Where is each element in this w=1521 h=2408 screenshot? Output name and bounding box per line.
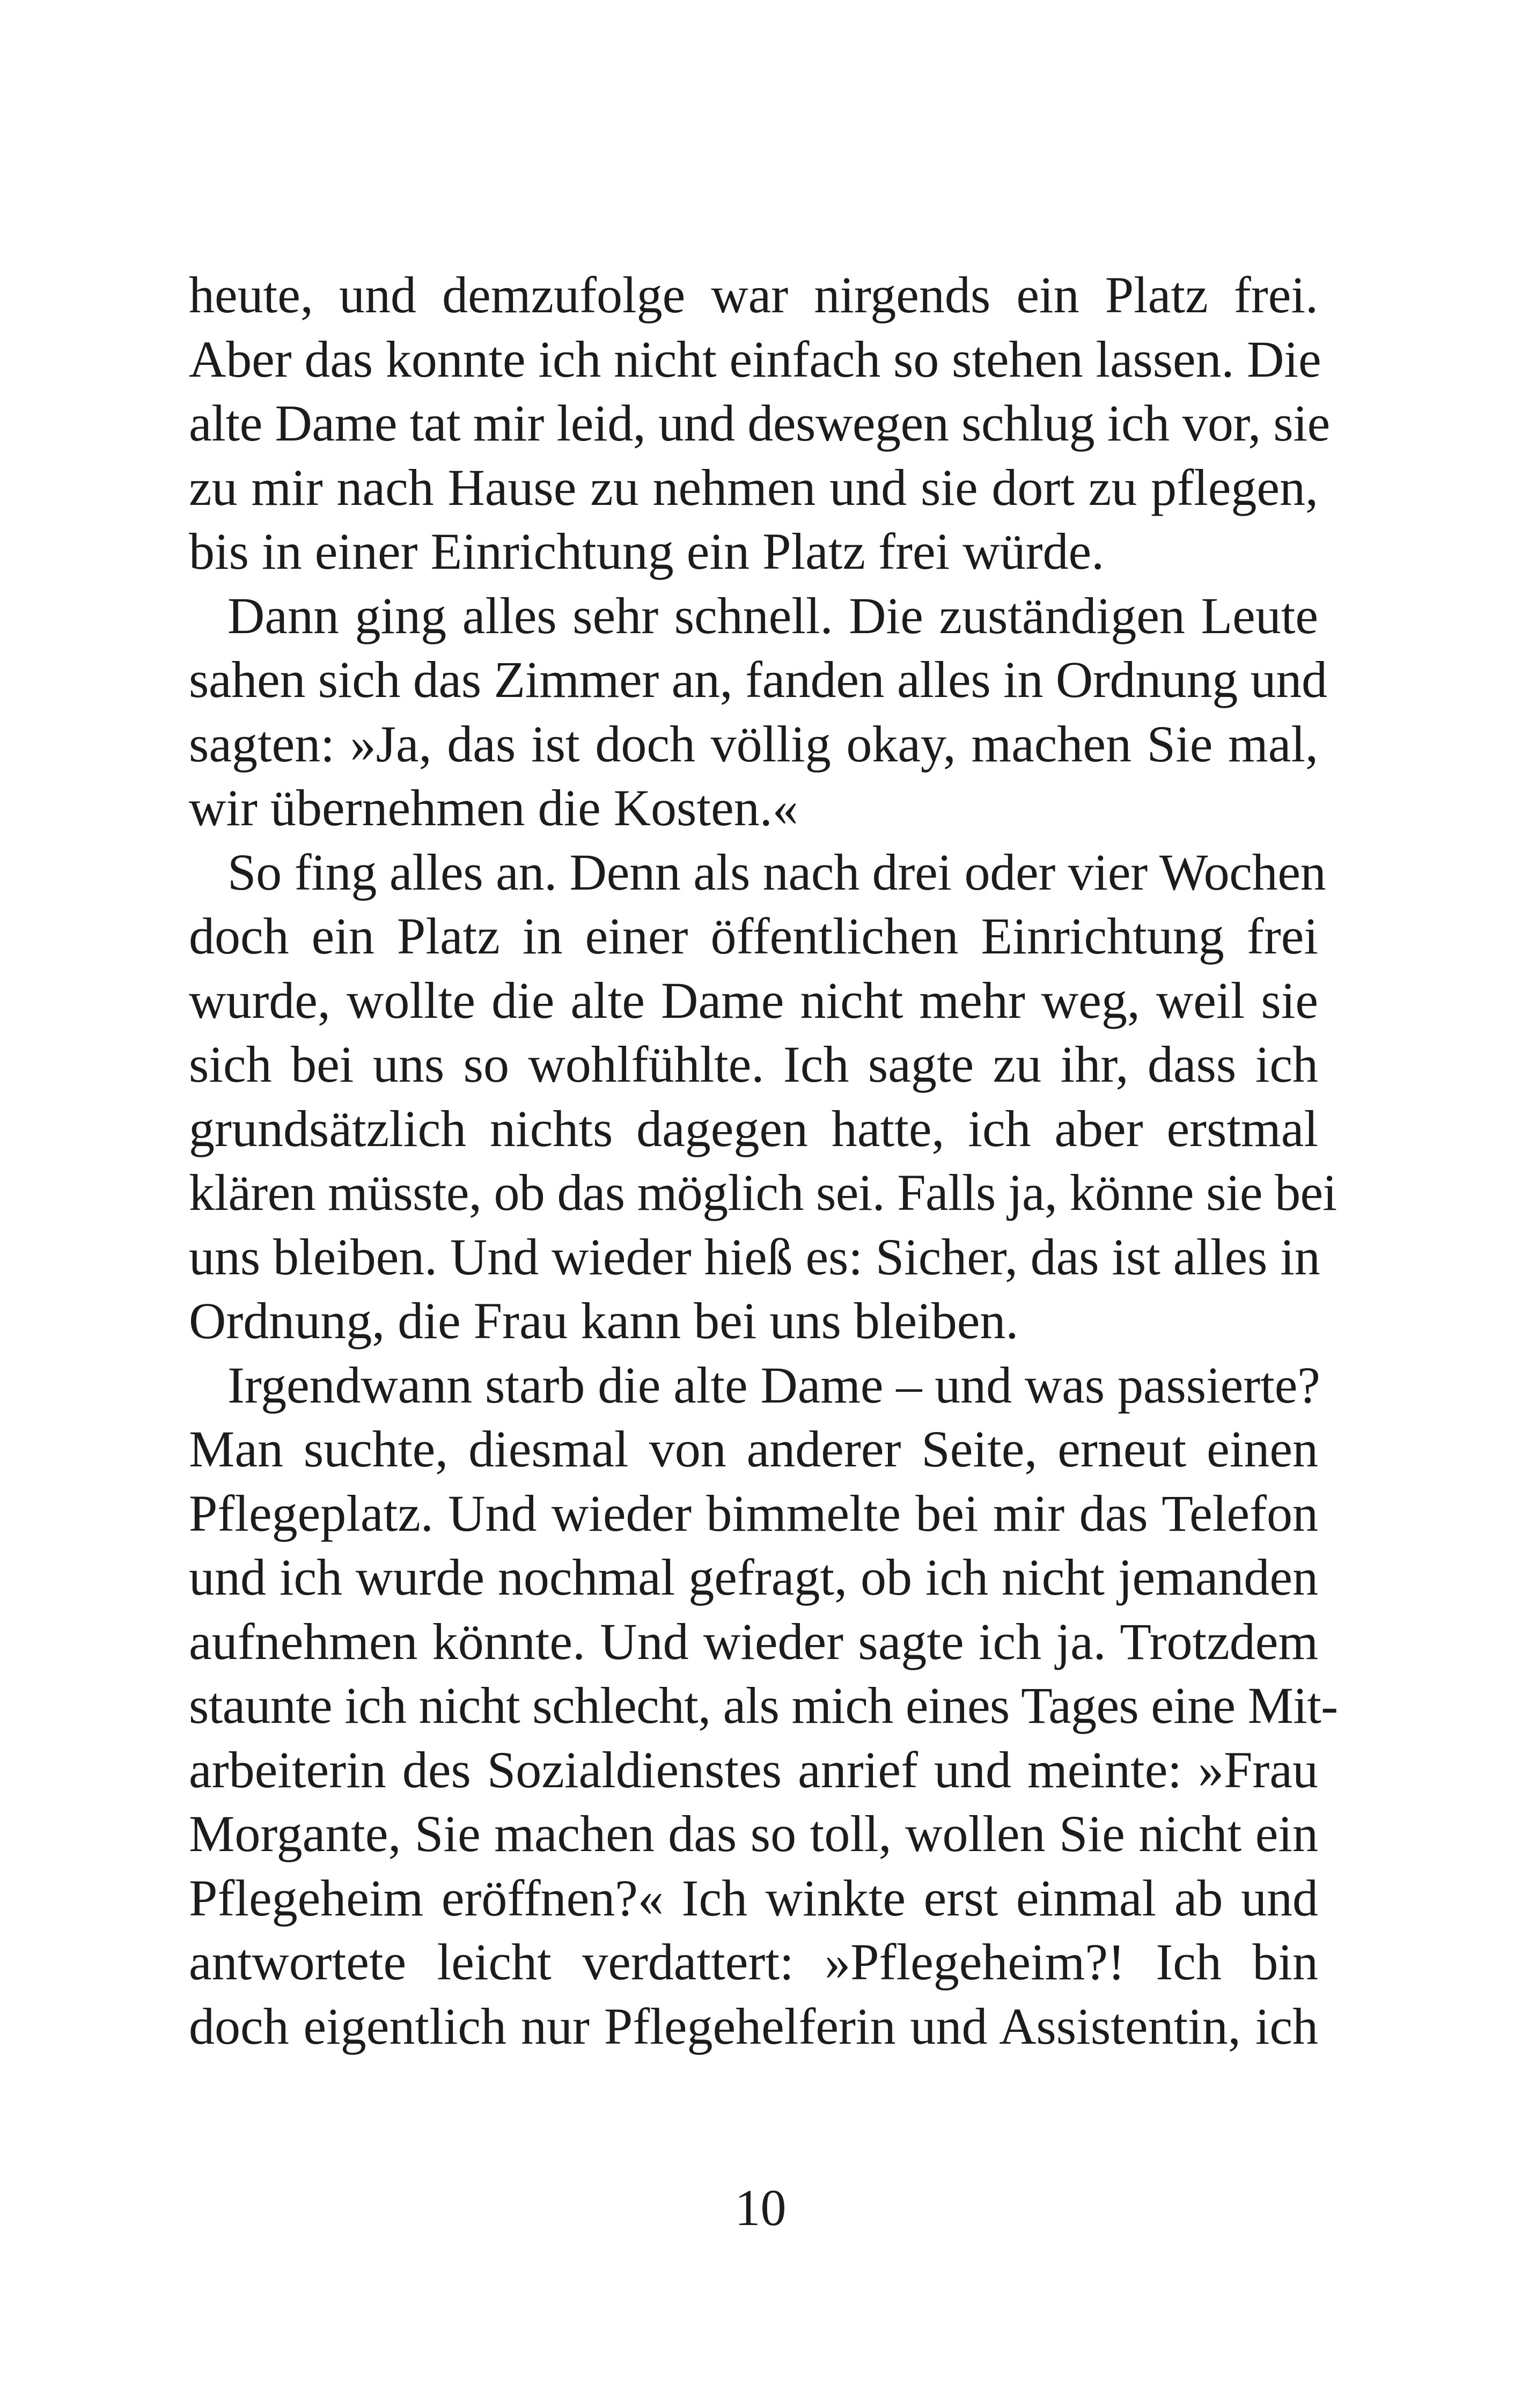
- paragraph: [189, 1353, 1338, 2059]
- text-line: Man suchte, diesmal von anderer Seite, erneut einen: [189, 1420, 1318, 1478]
- text-line: alte Dame tat mir leid, und deswegen schlug ich vor, sie: [189, 394, 1330, 452]
- text-line: bis in einer Einrichtung ein Platz frei würde.: [189, 523, 1105, 580]
- text-line: Pflegeheim eröffnen?« Ich winkte erst einmal ab und: [189, 1869, 1318, 1927]
- text-line: klären müsste, ob das möglich sei. Falls ja, könne sie bei: [189, 1164, 1337, 1221]
- text-line: Morgante, Sie machen das so toll, wollen Sie nicht ein: [189, 1805, 1318, 1862]
- text-line: Ordnung, die Frau kann bei uns bleiben.: [189, 1292, 1019, 1349]
- text-line: zu mir nach Hause zu nehmen und sie dort zu pflegen,: [189, 458, 1318, 516]
- page-number: 10: [734, 2179, 787, 2236]
- text-line: arbeiterin des Sozialdienstes anrief und meinte: »Frau: [189, 1741, 1318, 1798]
- text-line: antwortete leicht verdattert: »Pflegeheim?! Ich bin: [189, 1933, 1318, 1991]
- text-line: sagten: »Ja, das ist doch völlig okay, machen Sie mal,: [189, 715, 1318, 773]
- text-line: uns bleiben. Und wieder hieß es: Sicher, das ist alles in: [189, 1228, 1320, 1286]
- paragraph: [189, 263, 1330, 584]
- text-line: wurde, wollte die alte Dame nicht mehr weg, weil sie: [189, 971, 1318, 1029]
- text-line: Dann ging alles sehr schnell. Die zuständigen Leute: [227, 586, 1318, 644]
- text-line: grundsätzlich nichts dagegen hatte, ich aber erstmal: [189, 1099, 1318, 1157]
- text-line: staunte ich nicht schlecht, als mich eines Tages eine Mit-: [189, 1677, 1338, 1734]
- text-line: Irgendwann starb die alte Dame – und was passierte?: [227, 1356, 1320, 1414]
- text-line: und ich wurde nochmal gefragt, ob ich nicht jemanden: [189, 1548, 1318, 1606]
- text-line: So fing alles an. Denn als nach drei oder vier Wochen: [227, 843, 1326, 901]
- text-line: Aber das konnte ich nicht einfach so stehen lassen. Die: [189, 330, 1321, 388]
- text-line: sich bei uns so wohlfühlte. Ich sagte zu ihr, dass ich: [189, 1036, 1318, 1093]
- text-line: heute, und demzufolge war nirgends ein Platz frei.: [189, 266, 1318, 324]
- text-line: doch ein Platz in einer öffentlichen Einrichtung frei: [189, 907, 1318, 965]
- text-line: aufnehmen könnte. Und wieder sagte ich ja. Trotzdem: [189, 1612, 1318, 1670]
- body-text: [189, 263, 1338, 2058]
- text-line: doch eigentlich nur Pflegehelferin und Assistentin, ich: [189, 1997, 1318, 2055]
- text-line: Pflegeplatz. Und wieder bimmelte bei mir das Telefon: [189, 1484, 1318, 1542]
- paragraph: [189, 584, 1327, 840]
- text-line: sahen sich das Zimmer an, fanden alles in Ordnung und: [189, 651, 1327, 708]
- text-line: wir übernehmen die Kosten.«: [189, 779, 798, 836]
- paragraph: [189, 840, 1337, 1353]
